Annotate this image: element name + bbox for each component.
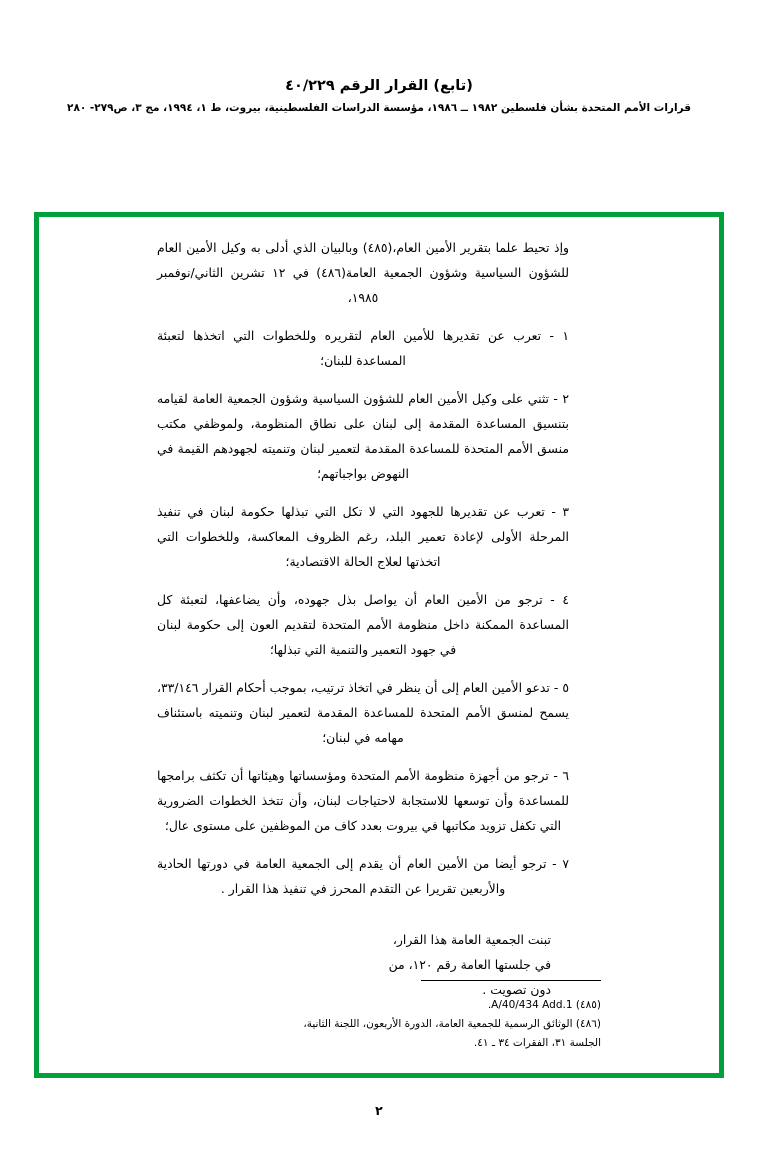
paragraph-preamble: وإذ تحيط علما بتقرير الأمين العام،(٤٨٥) وبالبيان الذي أدلى به وكيل الأمين العام للشؤون السياسية وشؤون الجمعية العامة(٤٨٦) في ١٢ تشرين الثاني/نوفمبر ١٩٨٥، [157, 240, 570, 305]
footnotes [157, 996, 601, 1053]
paragraph-5: ٥ - تدعو الأمين العام إلى أن ينظر في اتخاذ ترتيب، بموجب أحكام القرار ٣٣/١٤٦، يسمح لمنسق الأمم المتحدة للمساعدة المقدمة لتعمير لبنان وتنميته باستئناف مهامه في لبنان؛ [157, 680, 569, 745]
footnote-separator [421, 980, 601, 981]
paragraph-4: ٤ - ترجو من الأمين العام أن يواصل بذل جهوده، وأن يضاعفها، لتعبئة كل المساعدة الممكنة داخل منظومة الأمم المتحدة لتقديم العون إلى حكومة لبنان في جهود التعمير والتنمية التي تبذلها؛ [157, 592, 569, 657]
green-border-frame [34, 212, 724, 1078]
adoption-line-3: دون تصويت . [482, 982, 551, 997]
paragraph-7: ٧ - ترجو أيضا من الأمين العام أن يقدم إلى الجمعية العامة في دورتها الحادية والأربعين تقريرا عن التقدم المحرز في تنفيذ هذا القرار . [157, 856, 569, 896]
page-number: ٢ [375, 1103, 383, 1118]
document-page [0, 78, 758, 1156]
adoption-line-1: تبنت الجمعية العامة هذا القرار، [392, 932, 551, 947]
source-citation: قرارات الأمم المتحدة بشأن فلسطين ١٩٨٢ ــ ١٩٨٦، مؤسسة الدراسات الفلسطينية، بيروت، ط ١، ١٩٩٤، مج ٣، ص٢٧٩- ٢٨٠ [67, 102, 691, 114]
footnote-486-line2: الجلسة ٣١، الفقرات ٣٤ ـ ٤١. [473, 1037, 601, 1049]
resolution-text-block [157, 235, 569, 1059]
page-title: (تابع) القرار الرقم ٤٠/٢٢٩ [285, 78, 473, 94]
paragraph-1: ١ - تعرب عن تقديرها للأمين العام لتقريره وللخطوات التي اتخذها لتعبئة المساعدة للبنان؛ [157, 328, 569, 368]
footnote-485: (٤٨٥) A/40/434 Add.1. [487, 999, 601, 1011]
footnote-486-line1: (٤٨٦) الوثائق الرسمية للجمعية العامة، الدورة الأربعون، اللجنة الثانية، [303, 1018, 601, 1030]
adoption-note [157, 927, 569, 1002]
paragraph-6: ٦ - ترجو من أجهزة منظومة الأمم المتحدة ومؤسساتها وهيئاتها أن تكثف برامجها للمساعدة وأن توسعها للاستجابة لاحتياجات لبنان، وأن تتخذ الخطوات الضرورية التي تكفل تزويد مكاتبها في بيروت بعدد كاف من الموظفين على مستوى عال؛ [157, 768, 569, 833]
adoption-line-2: في جلستها العامة رقم ١٢٠، من [388, 957, 551, 972]
paragraph-3: ٣ - تعرب عن تقديرها للجهود التي لا تكل التي تبذلها حكومة لبنان في تنفيذ المرحلة الأولى لإعادة تعمير البلد، رغم الظروف المعاكسة، وللخطوات التي اتخذتها لعلاج الحالة الاقتصادية؛ [157, 504, 569, 569]
paragraph-2: ٢ - تثني على وكيل الأمين العام للشؤون السياسية وشؤون الجمعية العامة لقيامه بتنسيق المساعدة المقدمة إلى لبنان على نطاق المنظومة، ولموظفي مكتب منسق الأمم المتحدة للمساعدة المقدمة لتعمير لبنان وتنميته لجهودهم القيمة في النهوض بواجباتهم؛ [157, 391, 569, 481]
